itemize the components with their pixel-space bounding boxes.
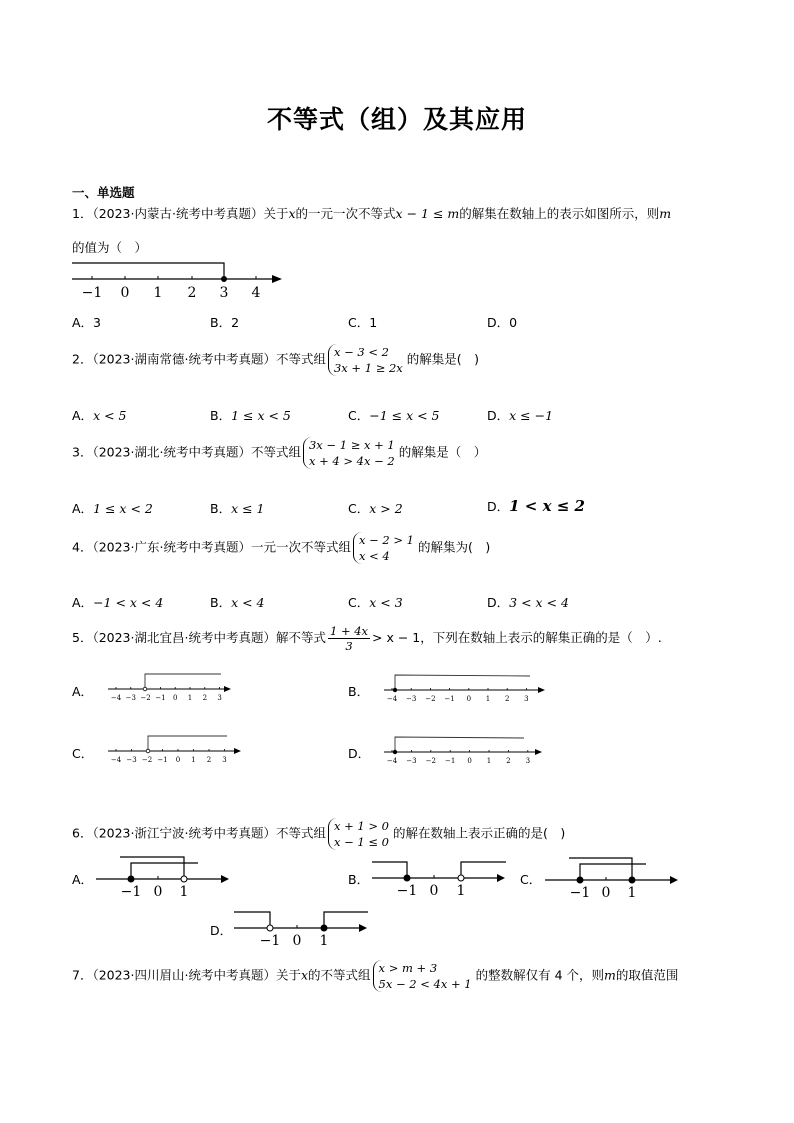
q6-endpoint-dot: [577, 877, 583, 883]
q7-sys-line: x > m + 3: [378, 961, 438, 975]
q1-option-b[interactable]: B．2: [210, 315, 240, 330]
q6-axis-label: 0: [153, 884, 163, 900]
q4-option-letter: B．: [210, 595, 232, 610]
q6-axis-label: 1: [319, 933, 329, 949]
q5-axis-label: 3: [222, 756, 227, 764]
q6-bracket-right: [131, 863, 198, 879]
q7-var-m: m: [604, 967, 616, 983]
q3-sys-line: 3x − 1 ≥ x + 1: [308, 438, 395, 452]
q6-endpoint-dot: [321, 925, 327, 931]
q3-prefix: 3．（2023·湖北·统考中考真题）不等式组: [72, 444, 301, 460]
q5-option-b[interactable]: B．: [348, 684, 370, 699]
q2-option-math: x < 5: [93, 408, 127, 423]
q5-axis-label: 3: [525, 757, 531, 765]
q6-axis-label: −1: [259, 933, 281, 949]
q6-option-c[interactable]: C．: [520, 872, 542, 887]
q5-axis-label: −1: [445, 757, 456, 765]
q1-mid: 的一元一次不等式: [295, 206, 396, 221]
q6-axis-label: −1: [569, 885, 591, 901]
q5-axis-label: 2: [206, 756, 212, 764]
q4-prefix: 4．（2023·广东·统考中考真题）一元一次不等式组: [72, 539, 351, 555]
q2-option-letter: A．: [72, 408, 94, 423]
q6-sys-line: x + 1 > 0: [333, 819, 389, 833]
q2-sys-line: 3x + 1 ≥ 2x: [333, 361, 403, 375]
q1-axis-label: 3: [219, 285, 229, 301]
q3-suffix: 的解集是（ ）: [398, 444, 487, 460]
q6-axis-label: 0: [601, 885, 611, 901]
q6-endpoint-dot: [267, 925, 273, 931]
q6-bracket-right: [580, 864, 646, 880]
q7-sys-line: 5x − 2 < 4x + 1: [378, 977, 472, 991]
q3-option-letter: A．: [72, 501, 94, 516]
q2-option-letter: C．: [348, 408, 370, 423]
q5-axis-label: 1: [187, 694, 193, 702]
q5-axis-label: 1: [485, 695, 491, 703]
q4-option-letter: D．: [487, 595, 510, 610]
q1-var-m: m: [659, 206, 672, 221]
q5-axis-label: −2: [425, 695, 436, 703]
q1-option-d[interactable]: D．0: [487, 315, 518, 330]
q1-option-a[interactable]: A．3: [72, 315, 102, 330]
q5-axis-label: −3: [406, 757, 417, 765]
q6-bracket-left: [569, 858, 632, 880]
q1-prefix: 1．（2023·内蒙古·统考中考真题）关于: [72, 206, 289, 221]
q4-option-math: x < 4: [231, 595, 265, 610]
q6-bracket-left: [234, 912, 270, 928]
question-7: [72, 960, 678, 992]
q6-bracket-left: [372, 862, 407, 878]
q5-axis-label: −2: [141, 756, 153, 764]
q6-axis-label: 0: [292, 933, 302, 949]
q2-option-math: 1 ≤ x < 5: [231, 408, 291, 423]
q5-axis-label: 0: [466, 695, 472, 703]
q1-axis-label: −1: [81, 285, 103, 301]
q1-inequality: x − 1 ≤ m: [395, 206, 460, 221]
q3-option-math: x > 2: [369, 501, 403, 516]
q1-suffix: 的解集在数轴上的表示如图所示，则: [459, 206, 660, 221]
q5-axis-label: −1: [444, 695, 455, 703]
q1-var: x: [288, 206, 296, 221]
q2-sys-line: x − 3 < 2: [333, 345, 389, 359]
q3-option-letter: D．: [487, 499, 510, 514]
q4-sys-line: x < 4: [358, 549, 390, 563]
section-heading: 一、单选题: [72, 185, 135, 200]
q3-sys-line: x + 4 > 4x − 2: [308, 454, 395, 468]
q6-endpoint-dot: [404, 875, 410, 881]
q1-axis-label: 2: [187, 285, 197, 301]
q4-option-math: 3 < x < 4: [509, 595, 569, 610]
q7-var: x: [300, 967, 309, 983]
q5-axis-label: 0: [172, 694, 178, 702]
q5-frac-den: 3: [345, 639, 353, 653]
q6-endpoint-dot: [629, 877, 635, 883]
q5-axis-label: −1: [157, 756, 168, 764]
q5-axis-label: −4: [110, 694, 122, 702]
q5-axis-label: −1: [155, 694, 166, 702]
q6-prefix: 6．（2023·浙江宁波·统考中考真题）不等式组: [72, 825, 326, 841]
q3-option-letter: C．: [348, 501, 370, 516]
q1-axis-label: 1: [153, 285, 163, 301]
q6-axis-label: −1: [396, 883, 418, 899]
q5-axis-label: −3: [125, 694, 136, 702]
q5-option-a[interactable]: A．: [72, 684, 94, 699]
q2-suffix: 的解集是( ): [406, 351, 480, 367]
q7-system: [373, 960, 474, 992]
q3-option-math: 1 ≤ x < 2: [93, 501, 153, 516]
q6-axis-arrow: [670, 876, 678, 884]
q6-endpoint-dot: [128, 876, 134, 882]
q6-bracket-left: [120, 857, 184, 879]
q4-sys-line: x − 2 > 1: [358, 533, 414, 547]
q5-axis-label: 1: [191, 756, 196, 764]
q4-option-math: −1 < x < 4: [93, 595, 164, 610]
q6-axis-label: 1: [179, 884, 189, 900]
q6-axis-label: 1: [627, 885, 637, 901]
q4-option-math: x < 3: [369, 595, 403, 610]
q4-suffix: 的解集为( ): [417, 539, 491, 555]
q1-axis-label: 4: [251, 285, 261, 301]
q6-suffix: 的解在数轴上表示正确的是( ): [392, 825, 566, 841]
q6-endpoint-dot: [458, 875, 464, 881]
q1-option-c[interactable]: C．1: [348, 315, 378, 330]
q5-axis-label: 3: [524, 695, 529, 703]
q6-option-a[interactable]: A．: [72, 872, 94, 887]
q2-option-math: −1 ≤ x < 5: [369, 408, 440, 423]
q5-axis-label: 2: [202, 694, 208, 702]
q5-frac-num: 1 + 4x: [329, 624, 369, 638]
q2-prefix: 2．（2023·湖南常德·统考中考真题）不等式组: [72, 351, 326, 367]
page-title: 不等式（组）及其应用: [266, 105, 527, 134]
q5-axis-label: −4: [386, 695, 398, 703]
q2-option-letter: D．: [487, 408, 510, 423]
q6-option-b[interactable]: B．: [348, 872, 370, 887]
q7-suffix: 的整数解仅有 4 个，则: [475, 967, 605, 983]
q7-prefix: 7．（2023·四川眉山·统考中考真题）关于: [72, 967, 301, 983]
q5-axis-label: 3: [217, 694, 222, 702]
q6-axis-label: −1: [120, 884, 142, 900]
q5-axis-label: −4: [110, 756, 122, 764]
q5-option-d[interactable]: D．: [348, 746, 371, 761]
q5-axis-label: 1: [486, 757, 492, 765]
q7-mid: 的不等式组: [308, 967, 371, 983]
q2-option-math: x ≤ −1: [509, 408, 554, 423]
q5-axis-label: 0: [467, 757, 472, 765]
q4-option-letter: A．: [72, 595, 94, 610]
q5-option-c[interactable]: C．: [72, 746, 94, 761]
q5-axis-label: −3: [126, 756, 137, 764]
q1-axis-label: 0: [120, 285, 130, 301]
q6-axis-arrow: [359, 924, 367, 932]
q6-sys-line: x − 1 ≤ 0: [333, 835, 389, 849]
q6-axis-label: 1: [456, 883, 466, 899]
q5-suffix: > x − 1，下列在数轴上表示的解集正确的是（ ）.: [372, 630, 662, 645]
q6-endpoint-dot: [181, 876, 187, 882]
q5-axis-label: 2: [506, 757, 511, 765]
q6-axis-arrow: [221, 875, 229, 883]
q5-axis-label: −4: [386, 757, 398, 765]
q6-axis-arrow: [497, 874, 505, 882]
q5-axis-label: −2: [140, 694, 151, 702]
q4-option-letter: C．: [348, 595, 370, 610]
q1-line2: 的值为（ ）: [72, 240, 148, 255]
q5-axis-label: 0: [175, 756, 181, 764]
q5-axis-label: −3: [406, 695, 417, 703]
q5-prefix: 5．（2023·湖北宜昌·统考中考真题）解不等式: [72, 630, 326, 645]
q3-option-math: 1 < x ≤ 2: [509, 497, 585, 515]
q3-option-math: x ≤ 1: [231, 501, 265, 516]
q5-axis-label: −2: [425, 757, 436, 765]
q6-option-d[interactable]: D．: [210, 923, 233, 938]
q7-tail: 的取值范围: [615, 967, 679, 983]
q3-option-letter: B．: [210, 501, 232, 516]
q5-axis-label: 2: [504, 695, 510, 703]
q6-axis-label: 0: [429, 883, 439, 899]
q2-option-letter: B．: [210, 408, 232, 423]
